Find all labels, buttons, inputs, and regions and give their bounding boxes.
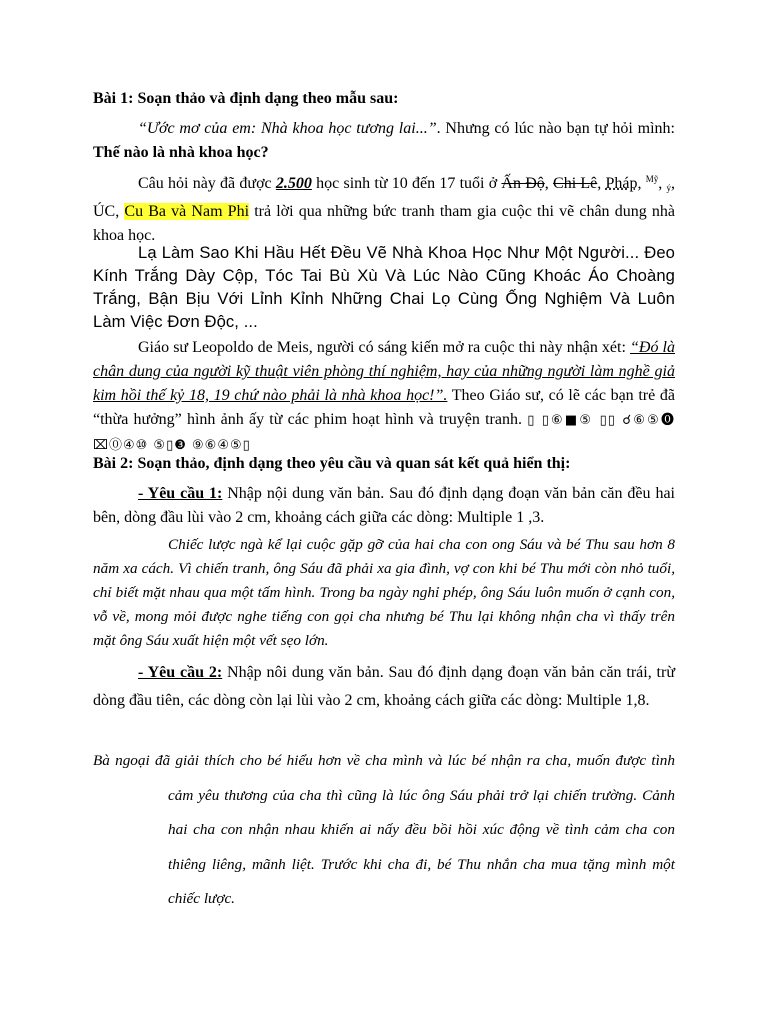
highlighted-countries: Cu Ba và Nam Phi xyxy=(124,203,250,220)
country-uc: , ÚC, xyxy=(93,175,676,220)
p4-text-a: Giáo sư Leopoldo de Meis, người có sáng kiến mở ra cuộc thi này nhận xét: xyxy=(138,339,630,356)
p2-text-c: trả lời qua những bức tranh tham gia cuộc thi vẽ chân dung nhà khoa học. xyxy=(93,203,675,244)
comma: , xyxy=(544,175,554,192)
requirement-1-label: - Yêu cầu 1: xyxy=(138,485,223,502)
professor-quote: “Đó là chân dung của người kỹ thuật viên phòng thí nghiệm, hay của những người làm nghề giả kim hồi thế kỷ 18, 19 chứ nào phải là nhà khoa học!”. xyxy=(93,339,675,404)
requirement-1-sample: Chiếc lược ngà kể lại cuộc gặp gỡ của hai cha con ong Sáu và bé Thu sau hơn 8 năm xa cách. Vì chiến tranh, ông Sáu đã phải xa gia đình, vợ con khi bé Thu mới còn nhỏ tuổi, chỉ biết mặt nhau qua một tấm hình. Trong ba ngày nghỉ phép, ông Sáu luôn muốn ở cạnh con, vỗ về, mong mỏi được nghe tiếng con gọi cha nhưng bé Thu lại không nhận cha vì thấy trên mặt ông Sáu xuất hiện một vết sẹo lớn. xyxy=(93,536,675,649)
requirement-2-text: Nhập nôi dung văn bản. Sau đó định dạng đoạn văn bản căn trái, trừ dòng đầu tiên, các dòng còn lại lùi vào 2 cm, khoảng cách giữa các dòng: Multiple 1,8. xyxy=(93,664,676,709)
country-an-do: Ấn Độ xyxy=(501,175,545,192)
dream-quote: “Ước mơ của em: Nhà khoa học tương lai...” xyxy=(138,120,437,137)
comma: , xyxy=(597,175,606,192)
country-phap: Pháp xyxy=(605,175,638,192)
p2-text-b: học sinh từ 10 đến 17 tuổi ở xyxy=(311,175,502,192)
p2-text-a: Câu hỏi này đã được xyxy=(138,175,276,192)
scientist-question: Thế nào là nhà khoa học? xyxy=(93,144,269,161)
wingdings-symbols: ▯ ▯⑥■⑤ ▯▯ ☌⑥⑤⓿ ⌧⓪④⑩ ⑤▯❸ ⑨⑥④⑤▯ xyxy=(93,413,676,453)
requirement-2-label: - Yêu cầu 2: xyxy=(138,664,223,681)
p1-rest: . Nhưng có lúc nào bạn tự hỏi mình: xyxy=(436,120,675,137)
requirement-1-text: Nhập nội dung văn bản. Sau đó định dạng đoạn văn bản căn đều hai bên, dòng đầu lùi vào 2 cm, khoảng cách giữa các dòng: Multiple 1 ,3. xyxy=(93,485,675,526)
country-y: ý xyxy=(666,183,672,193)
bai1-paragraph-3: Lạ Làm Sao Khi Hầu Hết Đều Vẽ Nhà Khoa Học Như Một Người... Đeo Kính Trắng Dày Cộp, Tóc Tai Bù Xù Và Lúc Nào Cũng Khoác Áo Choàng Trắng, Bận Bịu Với Lỉnh Kỉnh Những Chai Lọ Cùng Ống Nghiệm Và Luôn Làm Việc Đơn Độc, ... xyxy=(93,243,675,331)
requirement-2-sample: Bà ngoại đã giải thích cho bé hiểu hơn về cha mình và lúc bé nhận ra cha, muốn được tình cảm yêu thương của cha thì cũng là lúc ông Sáu phải trở lại chiến trường. Cảnh hai cha con nhận nhau khiến ai nấy đều bồi hồi xúc động về tình cảm cha con thiêng liêng, mãnh liệt. Trước khi cha đi, bé Thu nhắn cha mua tặng mình một chiếc lược. xyxy=(93,752,675,907)
bai1-paragraph-2 xyxy=(93,167,675,248)
country-my: Mỹ xyxy=(645,174,659,184)
comma: , xyxy=(658,175,667,192)
bai1-heading: Bài 1: Soạn thảo và định dạng theo mẫu sau: xyxy=(93,90,399,107)
bai1-paragraph-1 xyxy=(93,117,675,165)
bai1-paragraph-4 xyxy=(93,336,675,458)
student-count: 2.500 xyxy=(275,175,312,192)
requirement-1 xyxy=(93,482,675,530)
p4-text-b: Theo Giáo sư, có lẽ các bạn trẻ đã “thừa hưởng” hình ảnh ấy từ các phim hoạt hình và truyện tranh. xyxy=(93,387,675,428)
requirement-2 xyxy=(93,659,675,715)
comma: , xyxy=(637,175,646,192)
country-chi-le: Chi Lê xyxy=(553,175,598,192)
bai2-heading: Bài 2: Soạn thảo, định dạng theo yêu cầu và quan sát kết quả hiển thị: xyxy=(93,455,571,472)
